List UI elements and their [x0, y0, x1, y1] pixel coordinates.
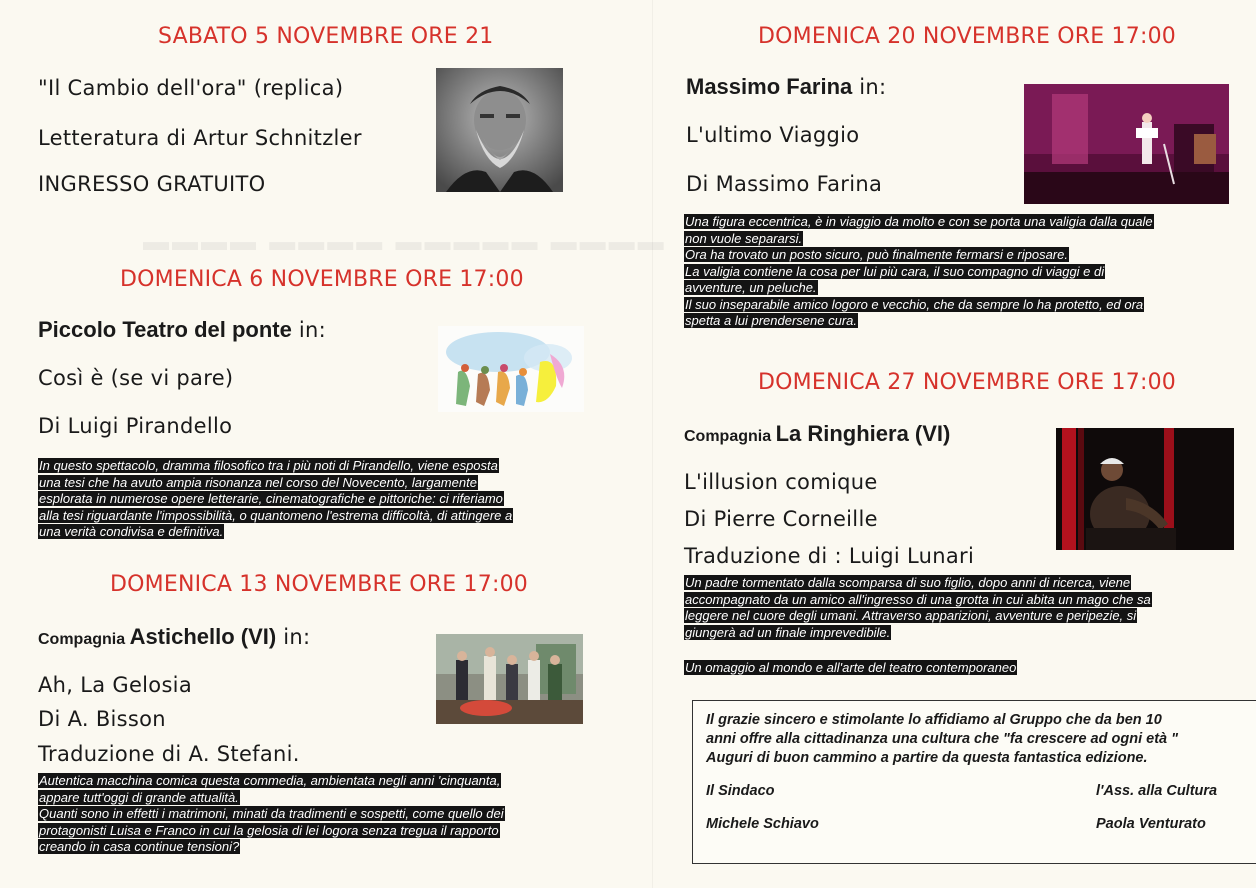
company-in-label: in: [291, 318, 326, 342]
event-author: Di A. Bisson [38, 707, 166, 731]
description-line: leggere nel cuore degli umani. Attraverso apparizioni, avventure e peripezie, si [685, 608, 1137, 623]
event-title: Ah, La Gelosia [38, 673, 192, 697]
event-description [684, 575, 1256, 641]
event-company-line [686, 74, 886, 100]
event-author: Di Massimo Farina [686, 172, 883, 196]
event-author: Di Luigi Pirandello [38, 414, 233, 438]
event-description [38, 773, 598, 856]
astichello-stage-photo [436, 634, 583, 724]
company-name: La Ringhiera (VI) [775, 421, 951, 446]
description-line: Un padre tormentato dalla scomparsa di suo figlio, dopo anni di ricerca, viene [685, 575, 1131, 590]
signatory-name-councillor: Paola Venturato [1096, 816, 1206, 832]
event-heading: SABATO 5 NOVEMBRE ORE 21 [158, 24, 494, 49]
company-in-label: in: [276, 625, 311, 649]
description-line: avventure, un peluche. [685, 280, 817, 295]
event-title: Così è (se vi pare) [38, 366, 234, 390]
event-company-line [684, 421, 950, 447]
event-heading: DOMENICA 6 NOVEMBRE ORE 17:00 [120, 267, 524, 292]
description-line: esplorata in numerose opere letterarie, cinematografiche e pittoriche: ci riferiamo [39, 491, 503, 506]
thanks-box [692, 700, 1256, 864]
event-description [38, 458, 620, 541]
watercolor-figures-image [438, 326, 584, 412]
description-line: spetta a lui prendersene cura. [685, 313, 857, 328]
event-tagline: Un omaggio al mondo e all'arte del teatro contemporaneo [685, 660, 1017, 675]
description-line: una tesi che ha avuto ampia risonanza nel corso del Novecento, largamente [39, 474, 477, 490]
description-line: Ora ha trovato un posto sicuro, può finalmente fermarsi e riposare. [685, 247, 1068, 262]
event-translation: Traduzione di A. Stefani. [38, 742, 300, 766]
company-name: Piccolo Teatro del ponte [38, 317, 292, 342]
signatory-role-councillor: l'Ass. alla Cultura [1096, 783, 1218, 799]
description-line: protagonisti Luisa e Franco in cui la gelosia di lei logora senza tregua il rapporto [39, 822, 499, 838]
event-title: L'ultimo Viaggio [686, 123, 860, 147]
event-description [684, 214, 1256, 330]
schnitzler-portrait-photo [436, 68, 563, 192]
signatory-name-mayor: Michele Schiavo [706, 816, 819, 832]
description-line: una verità condivisa e definitiva. [39, 524, 224, 539]
thanks-line: Auguri di buon cammino a partire da questa fantastica edizione. [706, 750, 1148, 766]
farina-stage-photo [1024, 84, 1229, 204]
description-line: La valigia contiene la cosa per lui più cara, il suo compagno di viaggi e di [685, 263, 1105, 279]
fold-line [652, 0, 653, 888]
description-line: accompagnato da un amico all'ingresso di una grotta in cui abita un mago che sa [685, 591, 1151, 607]
thanks-line: anni offre alla cittadinanza una cultura che "fa crescere ad ogni età " [706, 731, 1178, 747]
company-name: Massimo Farina [686, 74, 853, 99]
signatory-role-mayor: Il Sindaco [706, 783, 775, 799]
description-line: giungerà ad un finale imprevedibile. [685, 624, 891, 640]
event-entry-note: INGRESSO GRATUITO [38, 172, 266, 196]
description-line: In questo spettacolo, dramma filosofico tra i più noti di Pirandello, viene esposta [39, 458, 498, 473]
reverse-show-through: ▬▬▬▬ ▬▬▬▬▬ ▬▬▬▬ ▬▬▬▬ [140, 226, 664, 256]
company-name: Astichello (VI) [129, 624, 277, 649]
event-company-line [38, 624, 310, 650]
description-line: Una figura eccentrica, è in viaggio da molto e con se porta una valigia dalla quale [685, 214, 1153, 229]
description-line: creando in casa continue tensioni? [39, 839, 240, 854]
event-heading: DOMENICA 13 NOVEMBRE ORE 17:00 [110, 572, 528, 597]
event-heading: DOMENICA 27 NOVEMBRE ORE 17:00 [758, 370, 1176, 395]
company-prefix: Compagnia [38, 631, 130, 648]
event-author: Letteratura di Artur Schnitzler [38, 126, 362, 150]
description-line: alla tesi riguardante l'impossibilità, o quantomeno l'estrema difficoltà, di attingere a [39, 507, 513, 523]
event-title: L'illusion comique [684, 470, 878, 494]
description-line: Il suo inseparabile amico logoro e vecchio, che da sempre lo ha protetto, ed ora [685, 296, 1144, 312]
description-line: non vuole separarsi. [685, 230, 803, 246]
event-author: Di Pierre Corneille [684, 507, 878, 531]
company-prefix: Compagnia [684, 428, 776, 445]
event-title: "Il Cambio dell'ora" (replica) [38, 76, 344, 100]
company-in-label: in: [852, 75, 887, 99]
description-line: Autentica macchina comica questa commedia, ambientata negli anni 'cinquanta, [39, 773, 501, 788]
thanks-line: Il grazie sincero e stimolante lo affidiamo al Gruppo che da ben 10 [706, 712, 1162, 728]
event-heading: DOMENICA 20 NOVEMBRE ORE 17:00 [758, 24, 1176, 49]
ringhiera-stage-photo [1056, 428, 1234, 550]
event-translation: Traduzione di : Luigi Lunari [684, 544, 975, 568]
description-line: Quanti sono in effetti i matrimoni, minati da tradimenti e sospetti, come quello dei [39, 806, 504, 821]
event-company-line [38, 317, 326, 343]
description-line: appare tutt'oggi di grande attualità. [39, 789, 239, 805]
